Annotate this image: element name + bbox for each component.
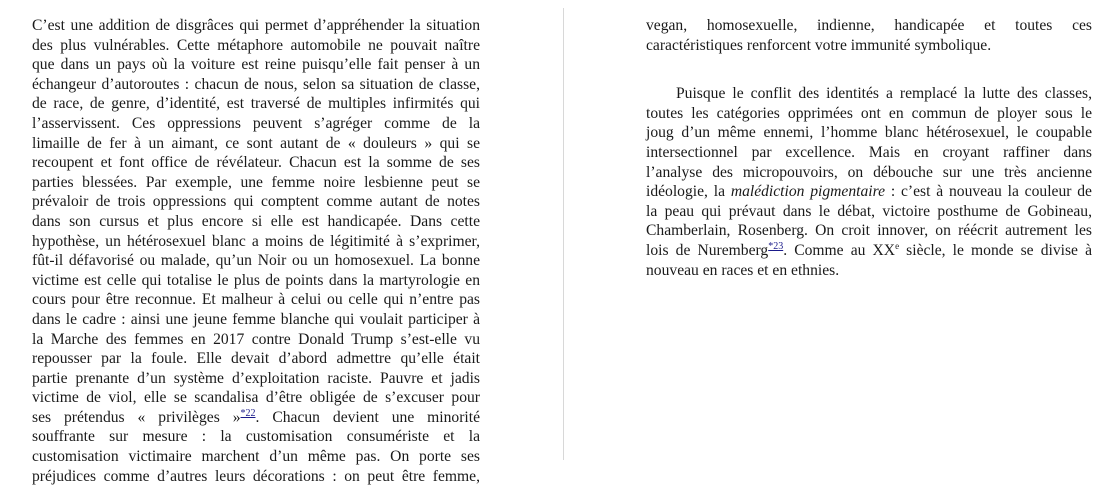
text-line: prévaloir de trois oppressions qui comptent comme autant de notes bbox=[32, 193, 480, 211]
right-page bbox=[646, 16, 1092, 280]
text-line: échangeur d’autoroutes : chacun de nous, selon sa situation de classe, bbox=[32, 75, 480, 93]
text-line: Chamberlain, Rosenberg. On croit innover, on réécrit autrement les bbox=[646, 222, 1092, 240]
text-line: nouveau en races et en ethnies. bbox=[646, 261, 840, 279]
text-line: la Marche des femmes en 2017 contre Donald Trump s’est-elle vu bbox=[32, 330, 480, 348]
text-segment: . Comme au XX bbox=[783, 241, 896, 259]
text-line-with-note bbox=[32, 408, 480, 428]
text-line: C’est une addition de disgrâces qui permet d’appréhender la situation bbox=[32, 17, 480, 34]
text-line: l’asservissent. Ces oppressions peuvent s’agréger comme de la bbox=[32, 114, 480, 132]
text-line: que dans un pays où la voiture est reine puisqu’elle fait penser à un bbox=[32, 56, 480, 74]
text-line: limaille de fer à un aimant, ce sont autant de « douleurs » qui se bbox=[32, 134, 480, 152]
footnote-link-23[interactable]: *23 bbox=[768, 240, 784, 252]
page-divider bbox=[563, 8, 564, 460]
text-line: cours pour être reconnue. Et malheur à celui ou celle qui n’entre pas bbox=[32, 291, 480, 309]
text-line: intersectionnel par excellence. Mais en croyant raffiner dans bbox=[646, 143, 1092, 161]
text-segment: . Chacun devient une minorité bbox=[255, 408, 480, 426]
text-line: l’analyse des micropouvoirs, on débouche sur une très ancienne bbox=[646, 163, 1092, 181]
text-segment: siècle, le monde se divise à bbox=[899, 241, 1092, 259]
superscript: e bbox=[895, 240, 900, 251]
text-line: de race, de genre, d’identité, est traversé de multiples infirmités qui bbox=[32, 95, 480, 113]
paragraph-gap bbox=[646, 55, 1092, 84]
text-line: victime de viol, elle se scandalisa d’être obligée de s’excuser pour bbox=[32, 389, 480, 407]
text-line-with-note bbox=[646, 241, 1092, 261]
text-segment: : c’est à nouveau la couleur de bbox=[885, 183, 1092, 201]
text-segment: lois de Nuremberg bbox=[646, 241, 769, 259]
text-line: joug d’un même ennemi, l’homme blanc hétérosexuel, le coupable bbox=[646, 124, 1092, 142]
text-line: préjudices comme d’autres leurs décorations : on peut être femme, bbox=[32, 467, 480, 485]
text-line-with-italic bbox=[646, 182, 1092, 202]
text-segment: idéologie, la bbox=[646, 183, 731, 201]
text-line: repousser par la foule. Elle devait d’abord admettre qu’elle était bbox=[32, 350, 480, 368]
text-line: souffrante sur mesure : la customisation consumériste et la bbox=[32, 428, 480, 446]
italic-phrase: malédiction pigmentaire bbox=[730, 183, 886, 201]
text-line: des plus vulnérables. Cette métaphore automobile ne pouvait naître bbox=[32, 36, 480, 54]
text-line: Puisque le conflit des identités a remplacé la lutte des classes, bbox=[676, 85, 1092, 103]
footnote-link-22[interactable]: *22 bbox=[240, 407, 256, 419]
text-line: dans le cadre : ainsi une jeune femme blanche qui voulait participer à bbox=[32, 310, 480, 328]
text-segment: ses prétendus « privilèges » bbox=[32, 408, 241, 426]
text-line: hypothèse, un hétérosexuel blanc a moins de légitimité à s’exprimer, bbox=[32, 232, 480, 250]
text-line: fût-il défavorisé ou malade, qu’un Noir ou un homosexuel. La bonne bbox=[32, 252, 480, 270]
text-line: parties blessées. Par exemple, une femme noire lesbienne peut se bbox=[32, 173, 480, 191]
text-line: vegan, homosexuelle, indienne, handicapée et toutes ces bbox=[646, 17, 1092, 34]
text-line: caractéristiques renforcent votre immunité symbolique. bbox=[646, 36, 992, 54]
text-line: toutes les catégories opprimées ont en commun de ployer sous le bbox=[646, 104, 1092, 122]
left-page bbox=[32, 16, 480, 486]
text-line: recoupent et font office de révélateur. Chacun est la somme de ses bbox=[32, 154, 480, 172]
text-line: partie prenante d’un système d’exploitation raciste. Pauvre et jadis bbox=[32, 369, 480, 387]
text-line: la peau qui prévaut dans le débat, victoire posthume de Gobineau, bbox=[646, 202, 1092, 220]
text-line: victime est celle qui totalise le plus de points dans la martyrologie en bbox=[32, 271, 480, 289]
text-line: dans son cursus et plus encore si elle est handicapée. Dans cette bbox=[32, 212, 480, 230]
text-line: customisation victimaire marchent d’un même pas. On porte ses bbox=[32, 448, 480, 466]
